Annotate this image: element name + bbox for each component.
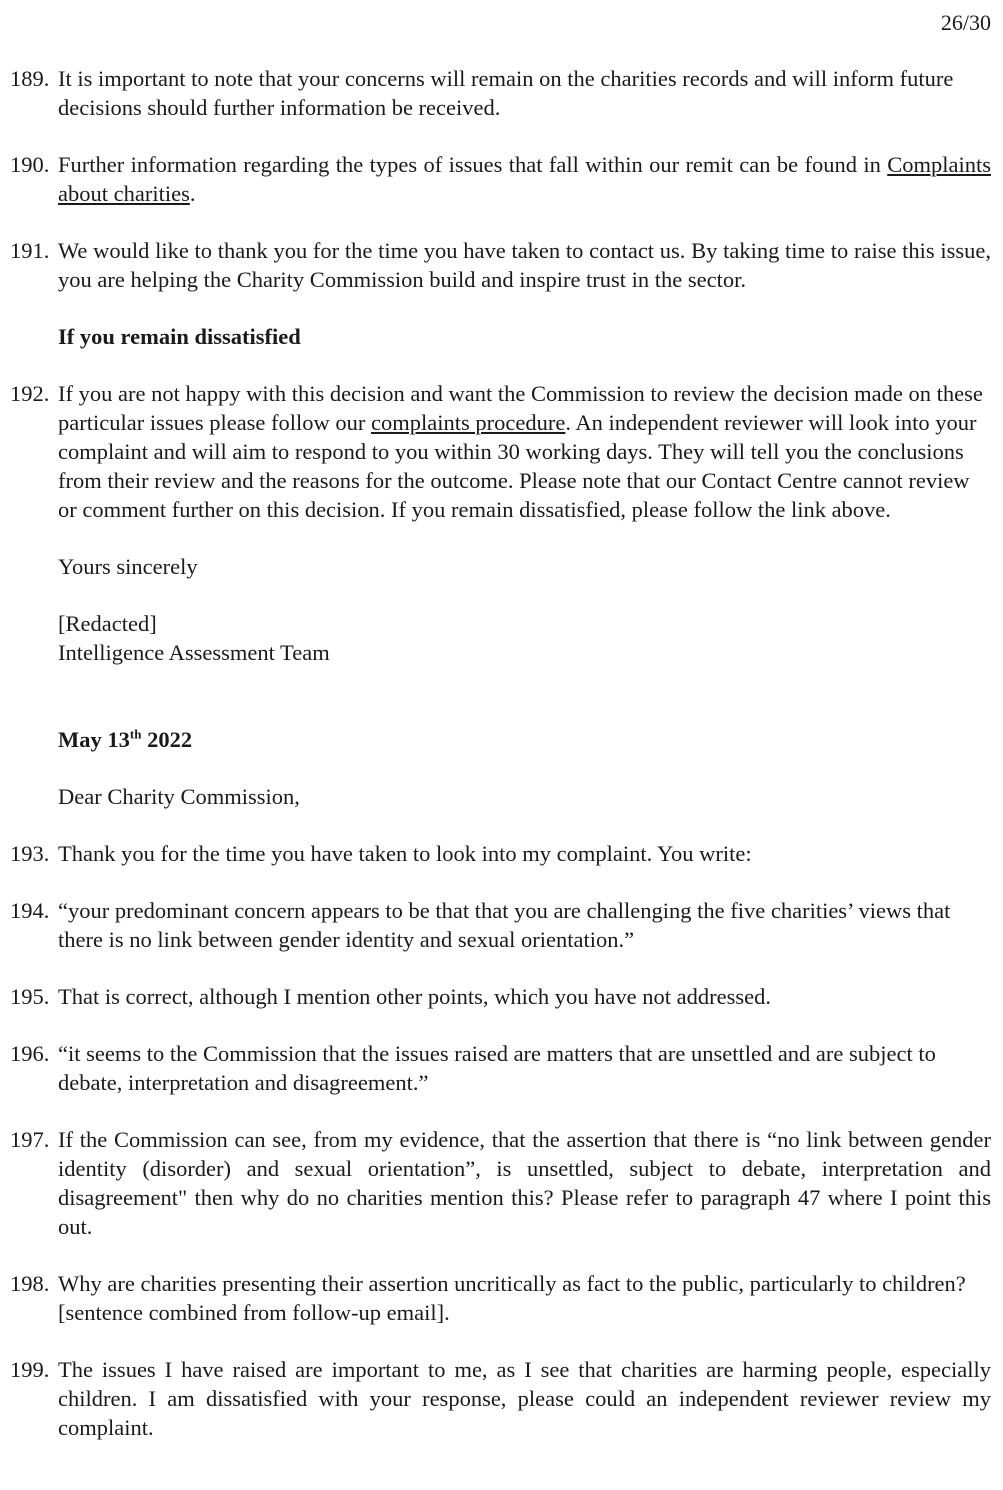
paragraph-text	[58, 379, 991, 524]
page-number: 26/30	[940, 10, 991, 35]
paragraph-197	[10, 1125, 991, 1241]
signature-name: [Redacted]	[58, 611, 157, 636]
signature-block	[58, 609, 991, 667]
paragraph-text: If the Commission can see, from my evidence, that the assertion that there is “no link between gender identity (disorder) and sexual orientation”, is unsettled, subject to debate, interpretation and disagreement" then why do no charities mention this? Please refer to paragraph 47 where I point this out.	[58, 1127, 991, 1239]
paragraph-text: That is correct, although I mention other points, which you have not addressed.	[58, 984, 771, 1009]
date-suffix: th	[129, 726, 142, 742]
section-heading: If you remain dissatisfied	[58, 324, 301, 349]
complaints-procedure-link[interactable]: complaints procedure	[371, 410, 566, 435]
paragraph-text-before-link: Further information regarding the types of issues that fall within our remit can be found in	[58, 152, 888, 177]
closing: Yours sincerely	[58, 554, 198, 579]
paragraph-194	[10, 896, 991, 954]
paragraph-text-before-link: If you are not happy with this decision and want the Commission to review the decision made on these particular issues please follow our	[58, 381, 983, 435]
paragraph-number: 192.	[10, 381, 50, 406]
letter-date	[58, 725, 991, 754]
paragraph-number: 194.	[10, 898, 50, 923]
paragraph-text	[58, 150, 991, 208]
paragraph-number: 195.	[10, 984, 50, 1009]
paragraph-text: We would like to thank you for the time you have taken to contact us. By taking time to raise this issue, you are helping the Charity Commission build and inspire trust in the sector.	[58, 238, 991, 292]
paragraph-text-after-link: .	[189, 181, 196, 206]
paragraph-number: 193.	[10, 841, 50, 866]
paragraph-number: 191.	[10, 238, 50, 263]
paragraph-text: “your predominant concern appears to be that that you are challenging the five charities’ views that there is no link between gender identity and sexual orientation.”	[58, 898, 951, 952]
paragraph-number: 189.	[10, 66, 50, 91]
paragraph-number: 198.	[10, 1271, 50, 1296]
spacer	[10, 695, 991, 725]
paragraph-number: 197.	[10, 1127, 50, 1152]
paragraph-text: It is important to note that your concerns will remain on the charities records and will inform future decisions should further information be received.	[58, 66, 954, 120]
paragraph-189	[10, 64, 991, 122]
paragraph-number: 190.	[10, 152, 50, 177]
paragraph-number: 199.	[10, 1357, 50, 1382]
paragraph-193	[10, 839, 991, 868]
signature-team: Intelligence Assessment Team	[58, 640, 330, 665]
paragraph-198	[10, 1269, 991, 1327]
paragraph-191	[10, 236, 991, 294]
salutation: Dear Charity Commission,	[58, 784, 300, 809]
reply-paragraphs	[10, 839, 991, 1442]
paragraph-text: Thank you for the time you have taken to look into my complaint. You write:	[58, 841, 752, 866]
date-month-day: May 13	[58, 727, 130, 752]
paragraph-number: 196.	[10, 1041, 50, 1066]
paragraph-196	[10, 1039, 991, 1097]
paragraph-text: “it seems to the Commission that the issues raised are matters that are unsettled and are subject to debate, interpretation and disagreement.”	[58, 1041, 936, 1095]
document-body	[10, 64, 991, 1470]
paragraph-195	[10, 982, 991, 1011]
complaints-about-charities-link[interactable]: Complaints about charities	[58, 152, 991, 206]
paragraph-text: Why are charities presenting their assertion uncritically as fact to the public, particularly to children? [sentence combined from follow-up email].	[58, 1271, 966, 1325]
paragraph-190	[10, 150, 991, 208]
paragraph-text-after-link: . An independent reviewer will look into your complaint and will aim to respond to you within 30 working days. They will tell you the conclusions from their review and the reasons for the outcome. Please note that our Contact Centre cannot review or comment further on this decision. If you remain dissatisfied, please follow the link above.	[58, 410, 977, 522]
paragraph-192	[10, 379, 991, 524]
paragraph-199	[10, 1355, 991, 1442]
date-year: 2022	[141, 727, 193, 752]
paragraph-text: The issues I have raised are important to me, as I see that charities are harming people, especially children. I am dissatisfied with your response, please could an independent reviewer review my complaint.	[58, 1357, 991, 1440]
